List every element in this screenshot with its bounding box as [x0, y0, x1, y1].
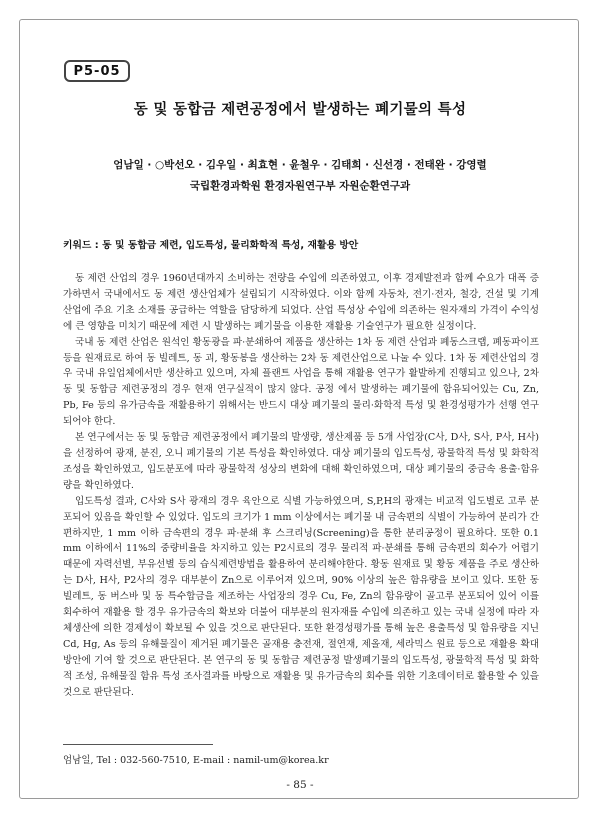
paragraph-1: 동 제련 산업의 경우 1960년대까지 소비하는 전량을 수입에 의존하였고, 이후 경제발전과 함께 수요가 대폭 증가하면서 국내에서도 동 제련 생산업체가 설립되기 시작하였다. 이와 함께 자동차, 전기·전자, 철강, 건설 및 기계 산업에 주요 기초 소재를 공급하는 역할을 담당하게 되었다. 산업 특성상 수입에 의존하는 원자재의 가격이 수익성에 큰 영향을 미치기 때문에 제련 시 발생하는 폐기물을 이용한 재활용 기술연구가 필요한 실정이다.: [63, 273, 539, 332]
page-number: - 85 -: [286, 779, 314, 791]
session-tag: P5-05: [64, 60, 130, 82]
keywords: 키워드 : 동 및 동합금 제련, 입도특성, 물리화학적 특성, 재활용 방안: [63, 240, 359, 251]
paragraph-4: 입도특성 결과, C사와 S사 광재의 경우 육안으로 식별 가능하였으며, S,P,H의 광재는 비교적 입도별로 고루 분포되어 있음을 확인할 수 있었다. 입도의 크기가 1 mm 이상에서는 폐기물 내 금속편의 식별이 가능하여 분리가 간편하지만, 1 mm 이하 금속편의 경우 파·분쇄 후 스크리닝(Screening)을 통한 분리공정이 필요하다. 또한 0.1 mm 이하에서 11%의 중량비율을 차지하고 있는 P2시료의 경우 물리적 파·분쇄를 통해 금속편의 회수가 어렵기 때문에 자력선별, 부유선별 등의 습식제련방법을 활용하여 분리해야한다. 황동 원재료 및 황동 제품을 주로 생산하는 D사, H사, P2사의 경우 대부분이 Zn으로 이루어져 있으며, 90% 이상의 높은 함유량을 보이고 있다. 또한 동 빌레트, 동 버스바 및 동 특수합금을 제조하는 사업장의 경우 Cu, Fe, Zn의 함유량이 골고루 분포되어 있어 이를 회수하여 재활용 할 경우 유가금속의 확보와 더불어 대부분의 원자재를 수입에 의존하고 있는 국내 실정에 따라 자체생산에 의한 경제성이 확보될 수 있을 것으로 판단된다. 또한 환경성평가를 통해 높은 용출특성 및 함유량을 지닌 Cd, Hg, As 등의 유해물질이 제거된 폐기물은 골재용 충전재, 절연재, 제올재, 세라믹스 원료 등으로 재활용 확대방안에 기여 할 것으로 판단된다. 본 연구의 동 및 동합금 제련공정 발생폐기물의 입도특성, 광물학적 특성 및 화학적 조성, 유해물질 함유 특성 조사결과를 바탕으로 재활용 및 유가금속의 회수를 위한 기초데이터로 활용할 수 있을 것으로 판단된다.: [63, 495, 539, 698]
affiliation: 국립환경과학원 환경자원연구부 자원순환연구과: [189, 180, 411, 192]
paragraph-3: 본 연구에서는 동 및 동합금 제련공정에서 폐기물의 발생량, 생산제품 등 5개 사업장(C사, D사, S사, P사, H사)을 선정하여 광재, 분진, 오니 폐기물의 기본 특성을 확인하였다. 대상 폐기물의 입도특성, 광물학적 특성 및 화학적 조성을 확인하였고, 입도분포에 따라 광물학적 성상의 변화에 대해 확인하였으며, 대상 폐기물의 중금속 용출·함유량을 확인하였다.: [63, 432, 539, 491]
footnote-divider: [63, 744, 213, 745]
footnote: 엄남일, Tel : 032-560-7510, E-mail : namil-um@korea.kr: [63, 755, 329, 766]
paper-title: 동 및 동합금 제련공정에서 발생하는 폐기물의 특성: [133, 102, 467, 118]
paragraph-2: 국내 동 제련 산업은 원석인 황동광을 파·분쇄하여 제품을 생산하는 1차 동 제련 산업과 폐동스크랩, 폐동파이프 등을 원재료로 하여 동 빌레트, 동 괴, 황동봉을 생산하는 2차 동 제련산업으로 나눌 수 있다. 1차 동 제련산업의 경우 국내 유일업체에서만 생산하고 있으며, 자체 플랜트 사업을 통해 재활용 연구가 활발하게 진행되고 있으나, 2차 동 및 동합금 제련공정의 경우 현재 연구실적이 많지 않다. 공정 에서 발생하는 폐기물에 함유되어있는 Cu, Zn, Pb, Fe 등의 유가금속을 재활용하기 위해서는 반드시 대상 폐기물의 물리·화학적 특성 및 환경성평가가 선행 연구되어야 한다.: [63, 336, 539, 428]
author-list: 엄남일 · ○박선오 · 김우일 · 최효현 · 윤철우 · 김태희 · 신선경 · 전태완 · 강영렬: [113, 159, 487, 171]
abstract-body: [63, 271, 539, 700]
